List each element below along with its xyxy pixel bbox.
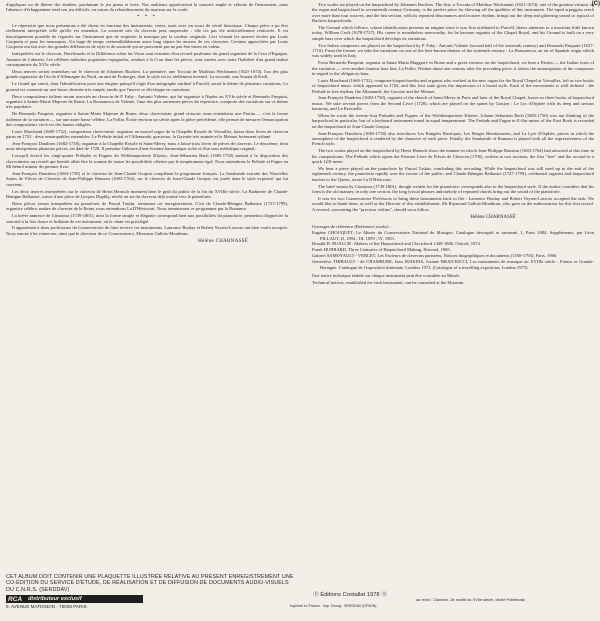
paragraph: The brief sonata by Cimarosa (1749-1801), though written for the pianoforte, corresponds also to the harpsichord style. If the author considers that his form is the old manner, in only one section, the long lyrical phrases and melody of repeated chords bring out the sound of the pianoforte. bbox=[312, 183, 594, 194]
english-notes-column bbox=[312, 2, 594, 287]
paragraph: Le Grand qui suivit, dont l'identification pose une énigme puisqu'il s'agit d'un autographe attribué à Purcell, serait le thème de plusieurs variations. Le ground est construit sur une basse obstinée très simple, tandis que l'œuvre se développe en variations. bbox=[6, 81, 288, 92]
distributor-label: distributeur exclusif bbox=[28, 596, 82, 602]
paragraph: From Bernardo Pasquini, organist at Santa Maria Maggiore in Rome and a great virtuoso on the harpsichord, we hear a Partita — the Italian form of the variation — over another famous bass line, La Follia. Written about one century after the preceding piece, it shows the emancipation of the composers in regard to the obligatory bass. bbox=[312, 60, 594, 76]
paragraph: Deux pièces seront interprétées au pianoforte de Pascal Taskin, terminant cet enregistrement. C'est de Claude-Bénigne Balbastre (1727-1799), organiste célèbre, maître de clavecin de la Reine, nous entendrons La D'Héricourt. Nous terminerons ce programme par la Romance. bbox=[6, 200, 288, 212]
paragraph: Les deux œuvres interprétées sur le clavecin de Henri Hemsch montrent bien le goût du public de la fin du XVIIIe siècle. La Badinerie de Claude-Bénigne Balbastre, suivie d'une pièce de Jacques Duphly, révèle un art du clavecin déjà tourné vers le pianoforte. bbox=[6, 188, 288, 199]
paragraph: Le répertoire que nous présentons a été choisi en fonction des instruments, certes, mais avec un souci de vérité historique. Chaque pièce a pu être réellement interprétée telle qu'elle est entendue. La sonorité très du clavecin peut surprendre : elle n'a pas été artificiellement renforcée. Il est historiquement possible de regarder sur l'instrument que de respecter la musique par la couleur originale. Ceci s'ensuit les œuvres écrites par Louis Couperin et pour les monarques. Un large de temps vraisemblablement assez long sépare les œuvres de ces clavecins. Certains approchées par Louis Couperin ont fait avec des grandes différences de style et de sonorité qui ne pouvaient pas ne pas être mises en valeur. bbox=[6, 23, 288, 50]
paragraph: The Ground which follows, whose identification presents an enigma since it was first attributed to Purcell, draws attention to a musician little known today, William Croft (1678-1727). His career is nonetheless noteworthy, for he became organist of the Chapel Royal, and his Ground is built on a very simple bass over which the harpsichord develops its variations. bbox=[312, 24, 594, 41]
section-separator: * * * bbox=[137, 14, 157, 20]
technical-note-fr: Une notice technique établie sur chaque instrument peut être consultée au Musée. bbox=[312, 272, 461, 278]
paragraph: d'appliquer ou de libérer des doubles, produisant le jeu piano et forte. Nos auditeurs apprécieront la sonorité ample et véloute de l'instrument, mais l'absence d'échappement rend son jeu difficile, en raison du rebondissement du marteau sur la corde. bbox=[6, 2, 288, 13]
edition-credit: Ⓟ Éditions Costallat 1978 Ⓢ bbox=[312, 592, 388, 598]
author-signature: Hélène CHARNASSÉ bbox=[470, 214, 516, 220]
paragraph: The two works played on the harpsichord by Henri Hemsch show the manner in which Jean-Philippe Rameau (1683-1764) had attracted at this time in his compositions. The Prélude which opens the Premier Livre de Pièces de Clavecin (1706), written in two sections, the first "free" and the second in a quick 12/8 meter. bbox=[312, 148, 594, 165]
technical-note-en: Technical notices, established for each instrument, can be consulted at the Museum. bbox=[312, 279, 465, 285]
technical-note bbox=[312, 273, 594, 285]
rca-distributor-box bbox=[6, 595, 143, 603]
bibliography-entry: Donald H. BOALCH : Makers of the Harpsichord and Clavichord 1440-1840, Oxford, 1974. bbox=[312, 241, 481, 247]
paragraph: De Bernardo Pasquini, organiste à Sainte-Marie Majeure de Rome, deux claveciniste, grand virtuose, nous entendrons une Partita — c'est la forme italienne de la variation — sur une autre basse célèbre, La Follia. Écrite environ un siècle après la pièce précédente, elle permet de mesurer l'émancipation des compositeurs vis-à-vis des basses obligées. bbox=[6, 111, 288, 127]
rca-logo: RCA bbox=[8, 595, 23, 603]
paragraph: When he wrote the twenty-four Preludes and Fugues of the Wohltemperierte Klavier, Johann Sebastian Bach (1685-1750) was not thinking of the harpsichord in particular, but of a keyboard instrument tuned in equal temperament. The Prelude and Fugue in E-flat minor of the First Book is recorded on the harpsichord of Jean-Claude Goujon. bbox=[312, 113, 594, 129]
paragraph: Deux compositeurs italiens seront associés au clavecin de P. Faby : Antonio Valente, qui fut organiste à Naples au XVIe siècle et Bernardo Pasquini, organiste à Sainte-Marie Majeure de Rome. La Romanesca de Valente, l'une des plus anciennes pièces du répertoire, comporte des variations sur ce thème très populaire. bbox=[6, 93, 288, 110]
author-signature: Hélène CHARNASSÉ bbox=[198, 239, 248, 245]
french-notes-column bbox=[6, 2, 288, 247]
bibliography-entry: Eugène CHOUQUET: Le Musée du Conservatoire National de Musique, Catalogue descriptif et raisonné, 1, Paris 1884. Suppléments, par Léon PILLAUT, II, 1894 ; III, 1899 ; IV, 1903. bbox=[312, 230, 594, 241]
printed-in-credit: Imprimé en France - Imp. Georg - SERDDAV (ORION) bbox=[289, 604, 377, 608]
bibliography-entry: Frank HUBBARD, Three Centuries of Harpsichord Making, Harvard, 1965. bbox=[312, 247, 451, 253]
paragraph: Louis Marchand (1669-1732), composer-harpsichordist and organist who worked at the new organ for the Royal Chapel at Versailles, left us two books of harpsichord music which appeared in 1702, and this first suite gives the impression of a broad style. Each of the movements is well defined : the Prelude in free rhythm, the Allemande, the Gavotte and the Menuet. bbox=[312, 77, 594, 94]
paragraph: Jean-François Dandrieu (1682-1738), organiste à la Chapelle Royale et Saint-Merry, nous a laissé trois livres de pièces de clavecin. Le deuxième, dont nous interprétons plusieurs pièces, est daté de 1728. Il présente l'alliance d'une écriture harmonique riche et d'un sens mélodique original. bbox=[6, 141, 288, 152]
copyright-mark: (C) bbox=[591, 1, 600, 7]
distributor-address: 9, AVENUE MATIGNON - 75008 PARIS bbox=[6, 604, 87, 609]
paragraph: Deux œuvres seront entendues sur le clavecin de Johannes Ruckers. La première, une Toccata de Matthias Weckmann (1621-1674), l'un des plus grands organistes de l'école d'Allemagne du Nord, un ami de Froberger, dont le style est ici réellement inventif. La seconde, une Sonata di Kerll. bbox=[6, 68, 288, 80]
paragraph: Jean-François Dandrieu (1684-1738) et le clavecin de Jean-Claude Goujon complètent le programme français. La Sarabande extraite des Nouvelles Suites de Pièces de Clavecin de Jean-Philippe Rameau (1683-1764), sur le clavecin de Jean-Claude Goujon, est jouée dans le style expressif qui lui convient. bbox=[6, 170, 288, 187]
bibliography-entry: Geneviève THIBAULT - de CHAMBURE, Jean JENKINS, Josiane BRAN-RICCI, Les instruments de musique au XVIIIe siècle : France et Grande-Bretagne. Catalogue de l'exposition itinérante, Londres 1973. (Catalogue of a travelling exposition, London 1973). bbox=[312, 259, 594, 270]
paragraph: Interprétées sur le clavecin, Duréfmaolo et la Différence sobre las Vacas sont extraites d'un recueil posthume du grand organiste de la Cour d'Espagne, Antonio de Cabezón. Les célèbres mélodies populaires espagnoles, rendues à la Cour dans les pièces, sont variées avec toute l'habileté d'un grand maître contrapuntiste du XVIe siècle. bbox=[6, 51, 288, 68]
paragraph: Lorsqu'il écrivit les vingt-quatre Préludes et Fugues du Wohltemperierte Klavier, Jean-Sébastien Bach (1685-1750) mettait à la disposition des clavecinistes un recueil qui bientôt allait être la somme de toutes les possibilités offertes par le tempérament égal. Nous entendrons le Prélude et Fugue en Mi bémol mineur du premier livre. bbox=[6, 153, 288, 170]
paragraph: Il appartenait à deux professeurs du Conservatoire de faire revivre ces instruments. Laurence Boulay et Robert Veyron-Lacroix ont bien voulu accepter. Nous tenons à les remercier, ainsi que le directeur de ce Conservatoire, Monsieur Gallois-Montbrun. bbox=[6, 225, 288, 236]
paragraph: La brève annonce de Cimarosa (1749-1801), dont la forme simple et élégante correspond bien aux possibilités du pianoforte, permettra d'apprécier la sonorité à la fois douce et brillante de cet instrument, où le chant est privilégié. bbox=[6, 213, 288, 224]
paragraph: Jean-François Dandrieu (1682-1738), organist of the church of Saint-Merry in Paris and later of the Royal Chapel, leaves us three books of harpsichord music. We take several pieces from the Second Livre (1728), which are played on the spinet by Goujon : Le Lys d'Orphée with its deep and serious harmony, and La Pastorelle. bbox=[312, 95, 594, 112]
paragraph: Two works are played on the harpsichord by Johannes Ruckers. The first, a Toccata of Matthias Weckmann (1621-1674), one of the greatest virtuosi on the organ and harpsichord in seventeenth century Germany, is the perfect piece for showing off the qualities of this instrument. The rapid arpeggios reach over more than four octaves, and the fast section, with its repeated dissonances and incisive rhythm, brings out the deep and glittering sound so typical of Ruckers harpsichords. bbox=[312, 2, 594, 24]
bibliography-title: Ouvrages de référence (Reference works) : bbox=[312, 224, 391, 230]
cover-photo-credit: au recto : Clavecin, 2e moitié du XVIIe siècle, cliché Publimusic bbox=[416, 597, 526, 602]
paragraph: It was for two Conservatoire Professors to bring these instruments back to life : Laurence Boulay and Robert Veyron-Lacroix accepted the task. We would like to thank them, as well as the Director of this establishment, Mr Raymond Gallois-Montbrun, who gave us the authorization for this first record. A second, concerning the "precious violins", should soon follow. bbox=[312, 195, 594, 212]
paragraph: Two Italian composers are played on the harpsichord by P. Faby : Antonio Valente (second half of the sixteenth century) and Bernardo Pasquini (1637-1710). From the former, we take the variations on one of the best-known themes of the sixteenth century : La Romanesca, an air of Spanish origin which was widely used in Italy. bbox=[312, 42, 594, 59]
album-notice: CET ALBUM DOIT CONTENIR UNE PLAQUETTE ILLUSTRÉE RELATIVE AU PRÉSENT ENREGISTREMENT UNE CO-ÉDITION DU SERVICE D'ÉTUDE, DE RÉALISATION ET DE DIFFUSION DE DOCUMENTS AUDIO-VISUELS DU C.N.R.S. (SERDDAV) bbox=[6, 574, 294, 593]
paragraph: Louis Marchand (1669-1732), compositeur claveciniste, organiste au nouvel orgue de la Chapelle Royale de Versailles, laissa deux livres de clavecin parus en 1702 : deux remarquables ensembles. Le Prélude initial et l'Allemande, gracieuse, la Gavotte très animée et le Menuet fortement rythmé. bbox=[6, 128, 288, 140]
paragraph: Jean-François Dandrieu (1683-1738) also introduces Les Rangées Rustiques, Les Berges Bienfaisantes, and La Lyre d'Orphée, pieces in which the atmosphere of the harpsichord is rendered by the character of each piece. Finally, the Sarabande of Rameau is played with all the expressiveness of the French style. bbox=[312, 130, 594, 147]
bibliography-entry: Gabriel SAMOYAULT - VERLET, Les Facteurs de clavecins parisiens, Notices biographiques et documents (1550-1793), Paris, 1966. bbox=[312, 253, 558, 259]
paragraph: We hear a piece played on the pianoforte by Pascal Taskin, concluding this recording. While the harpsichord was still used up to the end of the eighteenth century, the pianoforte rapidly won the favour of the public, and Claude-Bénigne Balbastre (1727-1799), celebrated organist and harpsichord teacher to the Queen, wrote La D'Héricourt. bbox=[312, 165, 594, 182]
bibliography bbox=[312, 224, 594, 270]
